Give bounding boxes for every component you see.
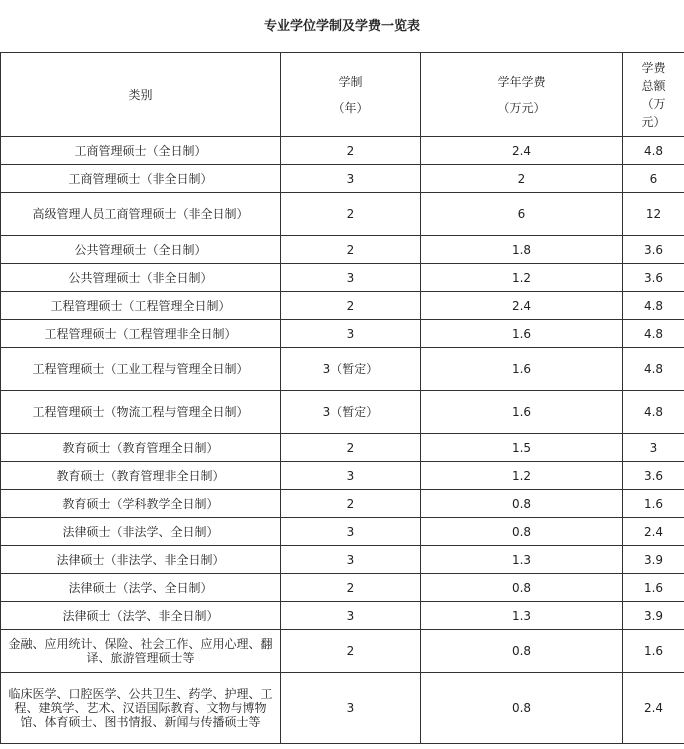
cell-annual-fee: 1.8 bbox=[421, 236, 623, 264]
table-row bbox=[1, 236, 684, 264]
cell-total-fee: 2.4 bbox=[623, 673, 684, 744]
cell-annual-fee: 1.6 bbox=[421, 391, 623, 434]
cell-annual-fee: 1.6 bbox=[421, 320, 623, 348]
fee-table bbox=[0, 52, 684, 744]
cell-duration: 3 bbox=[281, 602, 421, 630]
cell-category: 临床医学、口腔医学、公共卫生、药学、护理、工程、建筑学、艺术、汉语国际教育、文物与博物馆、体育硕士、图书情报、新闻与传播硕士等 bbox=[1, 673, 281, 744]
header-annual-fee-line: 学年学费 bbox=[497, 74, 546, 89]
cell-duration: 3 bbox=[281, 673, 421, 744]
cell-category: 高级管理人员工商管理硕士（非全日制） bbox=[1, 193, 281, 236]
cell-duration: 3 bbox=[281, 546, 421, 574]
table-row bbox=[1, 602, 684, 630]
cell-annual-fee: 0.8 bbox=[421, 490, 623, 518]
header-total-fee-line: 总额 bbox=[641, 78, 666, 93]
cell-annual-fee: 0.8 bbox=[421, 518, 623, 546]
cell-category: 公共管理硕士（全日制） bbox=[1, 236, 281, 264]
header-total-fee-line: 元） bbox=[641, 114, 666, 129]
cell-duration: 3 bbox=[281, 518, 421, 546]
cell-category: 教育硕士（学科教学全日制） bbox=[1, 490, 281, 518]
cell-category: 工程管理硕士（物流工程与管理全日制） bbox=[1, 391, 281, 434]
cell-annual-fee: 1.3 bbox=[421, 602, 623, 630]
table-row bbox=[1, 490, 684, 518]
table-row bbox=[1, 462, 684, 490]
table-header-row bbox=[1, 53, 684, 137]
cell-total-fee: 3.6 bbox=[623, 264, 684, 292]
cell-total-fee: 3.9 bbox=[623, 546, 684, 574]
table-row bbox=[1, 574, 684, 602]
table-row bbox=[1, 630, 684, 673]
cell-annual-fee: 2 bbox=[421, 165, 623, 193]
cell-total-fee: 6 bbox=[623, 165, 684, 193]
page-title: 专业学位学制及学费一览表 bbox=[263, 19, 420, 34]
header-annual-fee-line: （万元） bbox=[497, 100, 546, 115]
cell-category: 公共管理硕士（非全日制） bbox=[1, 264, 281, 292]
cell-annual-fee: 2.4 bbox=[421, 292, 623, 320]
cell-duration: 2 bbox=[281, 490, 421, 518]
cell-category: 法律硕士（法学、全日制） bbox=[1, 574, 281, 602]
header-duration-line: 学制 bbox=[338, 74, 363, 89]
header-category-label: 类别 bbox=[128, 87, 153, 102]
table-row bbox=[1, 673, 684, 744]
header-category bbox=[1, 53, 281, 137]
cell-total-fee: 4.8 bbox=[623, 391, 684, 434]
cell-category: 教育硕士（教育管理全日制） bbox=[1, 434, 281, 462]
cell-duration: 2 bbox=[281, 292, 421, 320]
cell-total-fee: 4.8 bbox=[623, 137, 684, 165]
cell-duration: 2 bbox=[281, 193, 421, 236]
cell-category: 工商管理硕士（全日制） bbox=[1, 137, 281, 165]
table-row bbox=[1, 391, 684, 434]
header-total-fee bbox=[623, 53, 684, 137]
cell-annual-fee: 1.5 bbox=[421, 434, 623, 462]
cell-annual-fee: 0.8 bbox=[421, 574, 623, 602]
cell-total-fee: 4.8 bbox=[623, 348, 684, 391]
cell-category: 金融、应用统计、保险、社会工作、应用心理、翻译、旅游管理硕士等 bbox=[1, 630, 281, 673]
cell-duration: 2 bbox=[281, 137, 421, 165]
table-row bbox=[1, 434, 684, 462]
cell-annual-fee: 0.8 bbox=[421, 673, 623, 744]
header-total-fee-line: 学费 bbox=[641, 60, 666, 75]
table-row bbox=[1, 348, 684, 391]
cell-total-fee: 4.8 bbox=[623, 320, 684, 348]
cell-duration: 3 bbox=[281, 165, 421, 193]
cell-duration: 3 bbox=[281, 320, 421, 348]
cell-total-fee: 1.6 bbox=[623, 574, 684, 602]
cell-category: 法律硕士（非法学、非全日制） bbox=[1, 546, 281, 574]
cell-duration: 2 bbox=[281, 574, 421, 602]
cell-category: 工商管理硕士（非全日制） bbox=[1, 165, 281, 193]
cell-duration: 2 bbox=[281, 236, 421, 264]
cell-total-fee: 3.6 bbox=[623, 236, 684, 264]
cell-annual-fee: 6 bbox=[421, 193, 623, 236]
cell-duration: 3（暂定） bbox=[281, 391, 421, 434]
table-row bbox=[1, 292, 684, 320]
cell-category: 工程管理硕士（工业工程与管理全日制） bbox=[1, 348, 281, 391]
cell-duration: 2 bbox=[281, 630, 421, 673]
cell-category: 教育硕士（教育管理非全日制） bbox=[1, 462, 281, 490]
cell-annual-fee: 2.4 bbox=[421, 137, 623, 165]
cell-total-fee: 1.6 bbox=[623, 630, 684, 673]
cell-total-fee: 4.8 bbox=[623, 292, 684, 320]
cell-category: 工程管理硕士（工程管理非全日制） bbox=[1, 320, 281, 348]
cell-category: 法律硕士（法学、非全日制） bbox=[1, 602, 281, 630]
cell-category: 法律硕士（非法学、全日制） bbox=[1, 518, 281, 546]
cell-annual-fee: 1.2 bbox=[421, 264, 623, 292]
cell-duration: 3（暂定） bbox=[281, 348, 421, 391]
cell-total-fee: 12 bbox=[623, 193, 684, 236]
table-row bbox=[1, 518, 684, 546]
cell-duration: 2 bbox=[281, 434, 421, 462]
table-row bbox=[1, 137, 684, 165]
table-row bbox=[1, 546, 684, 574]
table-row bbox=[1, 165, 684, 193]
cell-duration: 3 bbox=[281, 264, 421, 292]
header-duration bbox=[281, 53, 421, 137]
table-row bbox=[1, 193, 684, 236]
table-row bbox=[1, 320, 684, 348]
cell-annual-fee: 0.8 bbox=[421, 630, 623, 673]
header-total-fee-line: （万 bbox=[641, 96, 666, 111]
cell-total-fee: 3.6 bbox=[623, 462, 684, 490]
cell-annual-fee: 1.2 bbox=[421, 462, 623, 490]
cell-total-fee: 3.9 bbox=[623, 602, 684, 630]
cell-duration: 3 bbox=[281, 462, 421, 490]
cell-total-fee: 3 bbox=[623, 434, 684, 462]
cell-total-fee: 2.4 bbox=[623, 518, 684, 546]
cell-category: 工程管理硕士（工程管理全日制） bbox=[1, 292, 281, 320]
header-duration-line: （年） bbox=[332, 100, 369, 115]
table-row bbox=[1, 264, 684, 292]
header-annual-fee bbox=[421, 53, 623, 137]
cell-annual-fee: 1.3 bbox=[421, 546, 623, 574]
cell-total-fee: 1.6 bbox=[623, 490, 684, 518]
cell-annual-fee: 1.6 bbox=[421, 348, 623, 391]
